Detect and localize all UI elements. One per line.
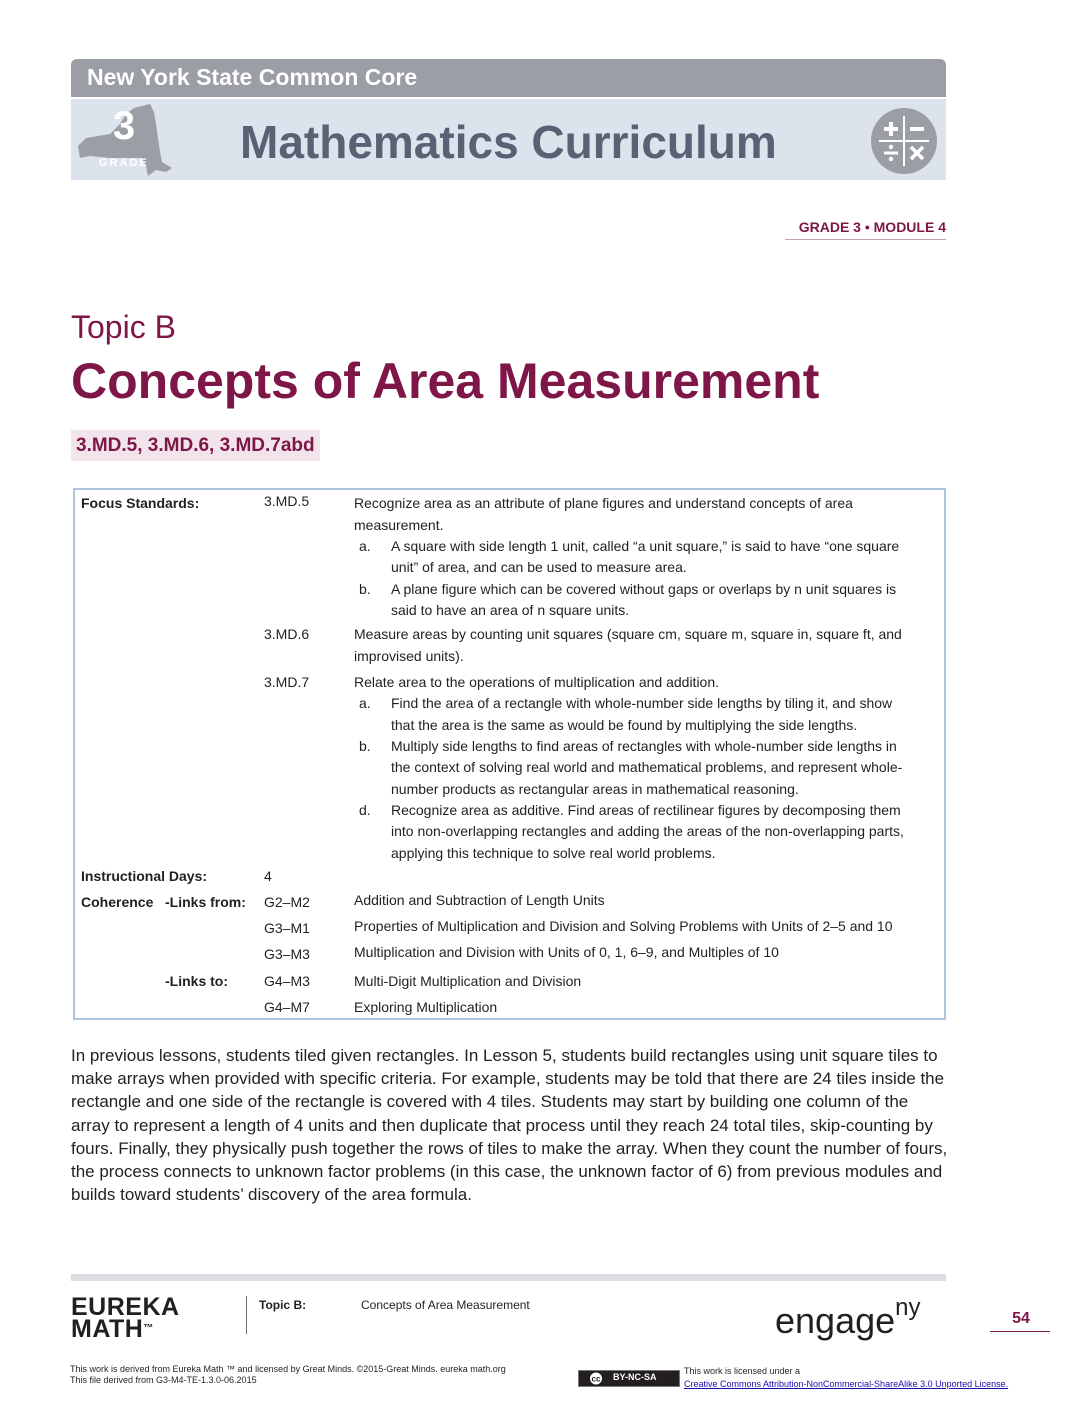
curriculum-title: Mathematics Curriculum bbox=[240, 116, 777, 168]
standard-text: measurement. bbox=[354, 517, 444, 533]
sub-text: unit” of area, and can be used to measure area. bbox=[391, 559, 687, 575]
standards-badge: 3.MD.5, 3.MD.6, 3.MD.7abd bbox=[71, 430, 320, 461]
license-line: This work is licensed under a bbox=[684, 1366, 801, 1376]
link-title: Exploring Multiplication bbox=[354, 999, 498, 1015]
link-code: G2–M2 bbox=[264, 894, 310, 910]
link-title: Addition and Subtraction of Length Units bbox=[354, 892, 605, 908]
module-rule bbox=[785, 239, 946, 240]
cc-badge-text: BY-NC-SA bbox=[613, 1372, 657, 1382]
link-code: G3–M3 bbox=[264, 946, 310, 962]
engageny-logo bbox=[775, 1294, 921, 1342]
cc-icon bbox=[581, 1371, 611, 1386]
link-code: G3–M1 bbox=[264, 920, 310, 936]
standard-code: 3.MD.7 bbox=[264, 674, 310, 690]
svg-text:cc: cc bbox=[591, 1374, 601, 1384]
topic-label: Topic B bbox=[71, 309, 176, 345]
footer-topic-label: Topic B: bbox=[259, 1298, 307, 1312]
sub-letter: b. bbox=[359, 738, 371, 754]
sub-text: A square with side length 1 unit, called “a unit square,” is said to have “one square bbox=[391, 538, 900, 554]
eureka-math-logo bbox=[71, 1293, 180, 1343]
standard-text: Recognize area as an attribute of plane figures and understand concepts of area bbox=[354, 495, 853, 511]
link-code: G4–M7 bbox=[264, 999, 310, 1015]
ny-superscript: ny bbox=[895, 1294, 921, 1321]
link-code: G4–M3 bbox=[264, 973, 310, 989]
page-number: 54 bbox=[1012, 1310, 1030, 1327]
engage-word: engage bbox=[775, 1300, 896, 1341]
links-from-label: -Links from: bbox=[165, 894, 246, 910]
header-subtitle: New York State Common Core bbox=[87, 64, 418, 90]
sub-letter: a. bbox=[359, 695, 371, 711]
sub-text: Multiply side lengths to find areas of rectangles with whole-number side lengths in bbox=[391, 738, 897, 754]
sub-letter: a. bbox=[359, 538, 371, 554]
sub-text: Find the area of a rectangle with whole-number side lengths by tiling it, and show bbox=[391, 695, 893, 711]
footer-divider bbox=[246, 1296, 247, 1334]
sub-text: the context of solving real world and mathematical problems, and represent whole- bbox=[391, 759, 903, 775]
standard-code: 3.MD.5 bbox=[264, 493, 310, 509]
trademark-symbol: ™ bbox=[143, 1323, 154, 1334]
standard-text: improvised units). bbox=[354, 648, 464, 664]
grade-number: 3 bbox=[112, 104, 136, 148]
instructional-days-value: 4 bbox=[264, 868, 272, 884]
footer-rule bbox=[71, 1274, 946, 1281]
link-title: Properties of Multiplication and Division and Solving Problems with Units of 2–5 and 10 bbox=[354, 918, 893, 934]
sub-text: A plane figure which can be covered without gaps or overlaps by n unit squares is bbox=[391, 581, 897, 597]
standard-text: Measure areas by counting unit squares (square cm, square m, square in, square ft, and bbox=[354, 626, 902, 642]
eureka-logo-line2: MATH bbox=[71, 1315, 144, 1343]
footer-topic-title: Concepts of Area Measurement bbox=[361, 1298, 530, 1312]
body-paragraph: In previous lessons, students tiled given rectangles. In Lesson 5, students build rectangles using unit square tiles to make arrays when provided with specific criteria. For example, students may be told that there are 24 tiles inside the rectangle and one side of the rectangle is covered with 4 tiles. Students may start by building one column of the array to represent a length of 4 units and then duplicate that process until they reach 24 total tiles, skip-counting by fours. Finally, they physically push together the rows of tiles to make the array. When they count the number of fours, the process connects to unknown factor problems (in this case, the unknown factor of 6) from previous modules and builds toward students’ discovery of the area formula. bbox=[71, 1046, 948, 1205]
page-number-rule bbox=[990, 1331, 1050, 1332]
license-link[interactable]: Creative Commons Attribution-NonCommercial-ShareAlike 3.0 Unported License. bbox=[684, 1379, 1009, 1389]
legal-line: This file derived from G3-M4-TE-1.3.0-06.2015 bbox=[70, 1375, 257, 1385]
focus-standards-label: Focus Standards: bbox=[81, 495, 200, 511]
coherence-label: Coherence bbox=[81, 894, 154, 910]
sub-text: that the area is the same as would be found by multiplying the side lengths. bbox=[391, 717, 858, 733]
link-title: Multiplication and Division with Units of 0, 1, 6–9, and Multiples of 10 bbox=[354, 944, 779, 960]
sub-letter: d. bbox=[359, 802, 371, 818]
math-operations-icon bbox=[871, 108, 937, 174]
link-title: Multi-Digit Multiplication and Division bbox=[354, 973, 582, 989]
module-label: GRADE 3 • MODULE 4 bbox=[798, 219, 946, 235]
standard-code: 3.MD.6 bbox=[264, 626, 310, 642]
sub-text: Recognize area as additive. Find areas of rectilinear figures by decomposing them bbox=[391, 802, 901, 818]
topic-title: Concepts of Area Measurement bbox=[71, 353, 820, 409]
sub-letter: b. bbox=[359, 581, 371, 597]
sub-text: into non-overlapping rectangles and adding the areas of the non-overlapping parts, bbox=[391, 823, 904, 839]
sub-text: said to have an area of n square units. bbox=[391, 602, 630, 618]
eureka-logo-line1: EUREKA bbox=[71, 1293, 180, 1321]
sub-text: applying this technique to solve real world problems. bbox=[391, 845, 716, 861]
grade-word: GRADE bbox=[99, 157, 149, 169]
sub-text: number products as rectangular areas in mathematical reasoning. bbox=[391, 781, 799, 797]
standard-text: Relate area to the operations of multiplication and addition. bbox=[354, 674, 720, 690]
instructional-days-label: Instructional Days: bbox=[81, 868, 208, 884]
legal-line: This work is derived from Eureka Math ™ and licensed by Great Minds. ©2015-Great Minds. eureka math.org bbox=[70, 1364, 506, 1374]
links-to-label: -Links to: bbox=[165, 973, 228, 989]
